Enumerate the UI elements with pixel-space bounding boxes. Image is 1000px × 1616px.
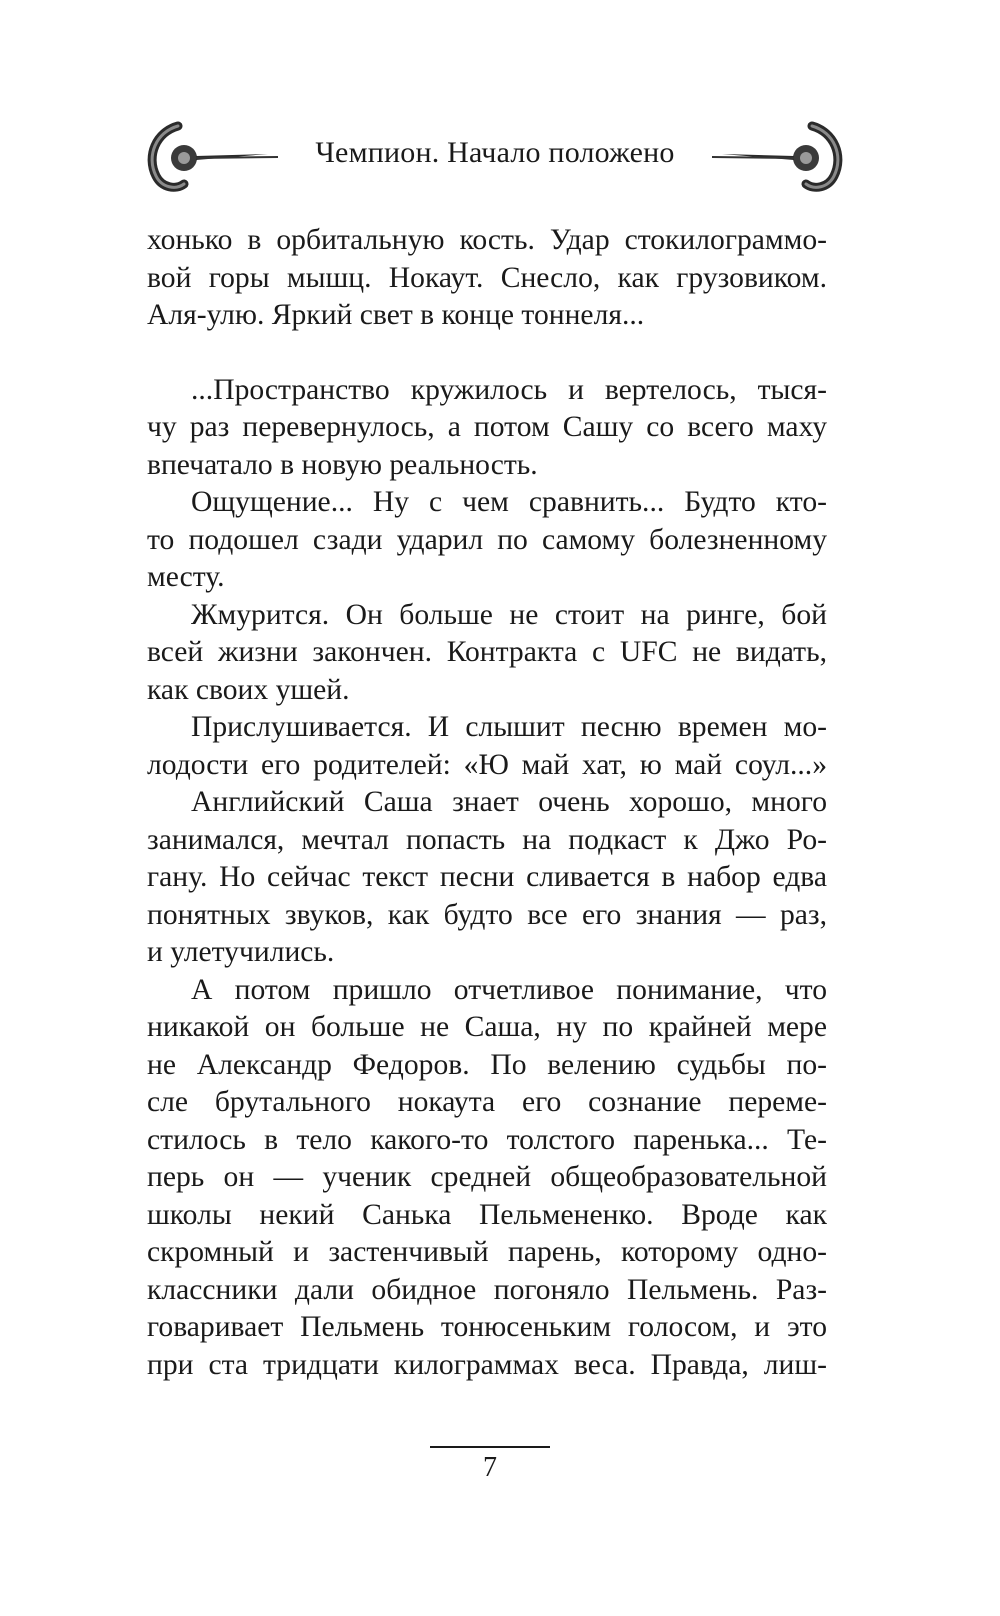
text-line: А потом пришло отчетливое понимание, что [191, 973, 827, 1006]
page-body [147, 222, 827, 1384]
text-line: скромный и застенчивый парень, которому одно- [147, 1236, 827, 1268]
page-number: 7 [483, 1452, 497, 1483]
text-line: сле брутального нокаута его сознание переме- [147, 1086, 827, 1118]
text-line: ...Пространство кружилось и вертелось, тыся- [191, 373, 827, 406]
text-line: чу раз перевернулось, а потом Сашу со всего маху [147, 411, 827, 443]
text-line: при ста тридцати килограммах веса. Правда, лиш- [147, 1348, 827, 1381]
text-line: школы некий Санька Пельмененко. Вроде как [147, 1198, 827, 1231]
text-line: лодости его родителей: «Ю май хат, ю май соул...» [147, 748, 827, 781]
running-header [130, 118, 860, 208]
ornament-right-icon [552, 118, 852, 198]
text-line: Аля-улю. Яркий свет в конце тоннеля... [147, 299, 645, 331]
text-line: Жмурится. Он больше не стоит на ринге, бой [191, 598, 827, 631]
text-line: всей жизни закончен. Контракта с UFC не видать, [147, 636, 827, 668]
text-line: Ощущение... Ну с чем сравнить... Будто кто- [191, 486, 827, 518]
text-line: вой горы мышц. Нокаут. Снесло, как грузовиком. [147, 261, 827, 294]
text-line: занимался, мечтал попасть на подкаст к Джо Ро- [147, 823, 827, 856]
text-line: то подошел сзади ударил по самому болезненному [147, 523, 827, 556]
text-line: и улетучились. [147, 936, 335, 968]
running-title: Чемпион. Начало положено [315, 136, 675, 169]
text-line: впечатало в новую реальность. [147, 448, 538, 481]
text-line: не Александр Федоров. По велению судьбы по- [147, 1048, 827, 1081]
text-line: месту. [147, 561, 225, 593]
text-line: говаривает Пельмень тонюсеньким голосом, и это [147, 1311, 827, 1343]
text-line: гану. Но сейчас текст песни сливается в набор едва [147, 861, 827, 893]
text-line: Прислушивается. И слышит песню времен мо- [191, 711, 827, 743]
text-line: Английский Саша знает очень хорошо, много [191, 786, 827, 818]
text-line: классники дали обидное погоняло Пельмень. Раз- [147, 1273, 827, 1306]
text-line: перь он — ученик средней общеобразовательной [147, 1161, 827, 1193]
section-gap [147, 335, 827, 372]
text-line: никакой он больше не Саша, ну по крайней мере [147, 1011, 827, 1043]
footer-rule [430, 1446, 550, 1448]
text-line: хонько в орбитальную кость. Удар стокилограммо- [147, 224, 827, 256]
text-line: понятных звуков, как будто все его знания — раз, [147, 898, 827, 931]
text-line: стилось в тело какого-то толстого паренька... Те- [147, 1123, 827, 1156]
text-line: как своих ушей. [147, 673, 350, 706]
